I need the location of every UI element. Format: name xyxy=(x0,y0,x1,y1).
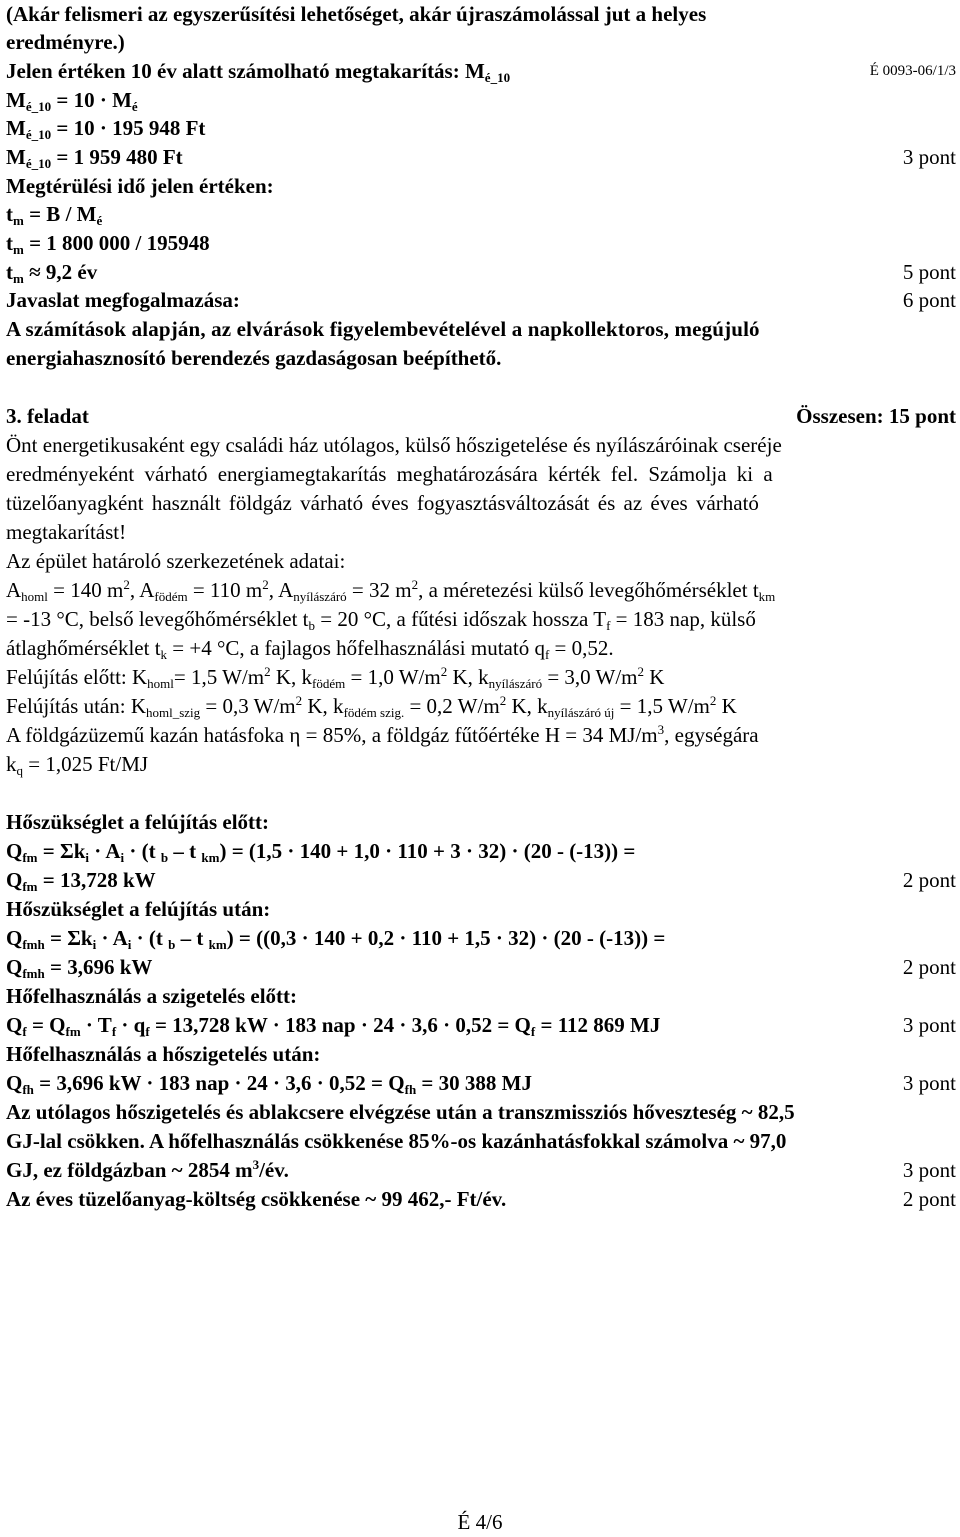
task3-text-1: Önt energetikusaként egy családi ház utólagos, külső hőszigetelése és nyílászáróinak cseréje xyxy=(6,433,782,457)
points: 3 pont xyxy=(902,1158,956,1182)
summary-line-4: Az éves tüzelőanyag-költség csökkenése ~ 99 462,- Ft/év. 2 pont xyxy=(6,1187,956,1211)
task3-text-3: tüzelőanyagként használt földgáz várható éves fogyasztásváltozását és az éves várható xyxy=(6,491,759,515)
task3-total: Összesen: 15 pont xyxy=(796,404,956,428)
heat-demand-after-result: $Q_{fmh} = 3,696$ kW 2 pont xyxy=(6,955,956,981)
points: 5 pont xyxy=(902,260,956,284)
payback-title: Megtérülési idő jelen értéken: xyxy=(6,174,274,198)
conclusion-line-1: A számítások alapján, az elvárások figyelembevételével a napkollektoros, megújuló xyxy=(6,317,760,341)
given-after: Felújítás után: $K_{homl\_szig} = 0,3$ $W/m^2$ K, $k_{födém szig.} = 0,2$ $W/m^2$ K, $k_{nyílászáró új} = 1,5$ $W/m^2$ K xyxy=(6,693,737,720)
formula-m10-value: $M_{é\_10} = 10 \cdot 195$ 948 Ft xyxy=(6,116,206,142)
given-before: Felújítás előtt: $K_{homl}= 1,5$ $W/m^2$ K, $k_{födém} = 1,0$ $W/m^2$ K, $k_{nyílászáró} = 3,0$ $W/m^2$ K xyxy=(6,664,665,691)
given-areas: $A_{homl} = 140$ $m^2$, $A_{födém} = 110$ $m^2$, $A_{nyílászáró} = 32$ $m^2$, a méretezési külső levegőhőmérséklet $t_{km}$ xyxy=(6,577,776,604)
task3-text-2: eredményeként várható energiamegtakarítás meghatározására kérték fel. Számolja ki a xyxy=(6,462,773,486)
points: 3 pont xyxy=(902,1071,956,1095)
heat-demand-after-title: Hőszükséglet a felújítás után: xyxy=(6,897,271,921)
points: 3 pont xyxy=(902,145,956,169)
formula-m10-result: $M_{é\_10} = 1$ 959 480 Ft 3 pont xyxy=(6,145,956,171)
formula-tm-values: $t_m = 1$ 800 000 / 195948 xyxy=(6,231,210,257)
heat-demand-before-result: $Q_{fm} = 13,728$ kW 2 pont xyxy=(6,868,956,894)
summary-line-3: GJ, ez földgázban ~ 2854 $m^3/év$. 3 pont xyxy=(6,1157,956,1182)
given-price: $k_q = 1,025$ Ft/MJ xyxy=(6,752,149,778)
exam-code: É 0093-06/1/3 xyxy=(869,63,956,79)
proposal-title: Javaslat megfogalmazása: 6 pont xyxy=(6,288,956,312)
points: 2 pont xyxy=(902,955,956,979)
page-number: É 4/6 xyxy=(457,1510,503,1534)
formula-tm: $t_m = B / M_é$ xyxy=(6,202,103,228)
data-title: Az épület határoló szerkezetének adatai: xyxy=(6,549,346,573)
formula-tm-result: $t_m \approx 9,2$ év 5 pont xyxy=(6,260,956,286)
conclusion-line-2: energiahasznosító berendezés gazdaságosan beépíthető. xyxy=(6,346,502,370)
heat-use-after-formula: $Q_{fh} = 3,696$ kW · 183 nap · $24 \cdot 3,6 \cdot 0,52 = Q_{fh} = 30$ 388 MJ 3 pont xyxy=(6,1071,956,1097)
heat-use-after-title: Hőfelhasználás a hőszigetelés után: xyxy=(6,1042,321,1066)
heat-demand-after-formula: $Q_{fmh} = \Sigma k_i \cdot A_i \cdot (t$ $_b$ – t $_{km}$) = ((0,3 · 140 + 0,2 · 110 + 1,5 · 32) · (20 - (-13)) = xyxy=(6,926,666,952)
formula-m10: $M_{é\_10} = 10 \cdot M_é$ xyxy=(6,88,138,114)
points: 3 pont xyxy=(902,1013,956,1037)
summary-line-1: Az utólagos hőszigetelés és ablakcsere elvégzése után a transzmissziós hőveszteség ~ 82,5 xyxy=(6,1100,795,1124)
given-average: átlaghőmérséklet $t_k = +4$ °C, a fajlagos hőfelhasználási mutató $q_f = 0,52$. xyxy=(6,636,614,662)
header-line-1: (Akár felismeri az egyszerűsítési lehetőséget, akár újraszámolással jut a helyes xyxy=(6,2,707,26)
given-temperatures: = -13 °C, belső levegőhőmérséklet $t_b = 20$ °C, a fűtési időszak hossza $T_f = 183$ nap, külső xyxy=(6,607,756,633)
summary-line-2: GJ-lal csökken. A hőfelhasználás csökkenése 85%-os kazánhatásfokkal számolva ~ 97,0 xyxy=(6,1129,787,1153)
header-line-2: eredményre.) xyxy=(6,30,125,54)
heat-demand-before-title: Hőszükséglet a felújítás előtt: xyxy=(6,810,270,834)
task3-heading: 3. feladat Összesen: 15 pont xyxy=(6,404,956,428)
given-boiler: A földgázüzemű kazán hatásfoka η = 85%, a földgáz fűtőértéke H = 34 $MJ/m^3$, egységára xyxy=(6,722,759,747)
points: 6 pont xyxy=(902,288,956,312)
savings-line: Jelen értéken 10 év alatt számolható megtakarítás: $M_{é\_10}$ É 0093-06/1/3 xyxy=(6,59,956,85)
heat-demand-before-formula: $Q_{fm} = \Sigma k_i \cdot A_i \cdot (t$ $_b$ – t $_{km}$) = (1,5 · 140 + 1,0 · 110 + 3 · 32) · (20 - (-13)) = xyxy=(6,839,636,865)
points: 2 pont xyxy=(902,868,956,892)
points: 2 pont xyxy=(902,1187,956,1211)
heat-use-before-title: Hőfelhasználás a szigetelés előtt: xyxy=(6,984,298,1008)
heat-use-before-formula: $Q_f = Q_{fm} \cdot T_f \cdot q_f = 13,728$ kW · 183 nap · $24 \cdot 3,6 \cdot 0,52 = Q_f = 112$ 869 MJ 3 pont xyxy=(6,1013,956,1039)
task3-text-4: megtakarítást! xyxy=(6,520,127,544)
